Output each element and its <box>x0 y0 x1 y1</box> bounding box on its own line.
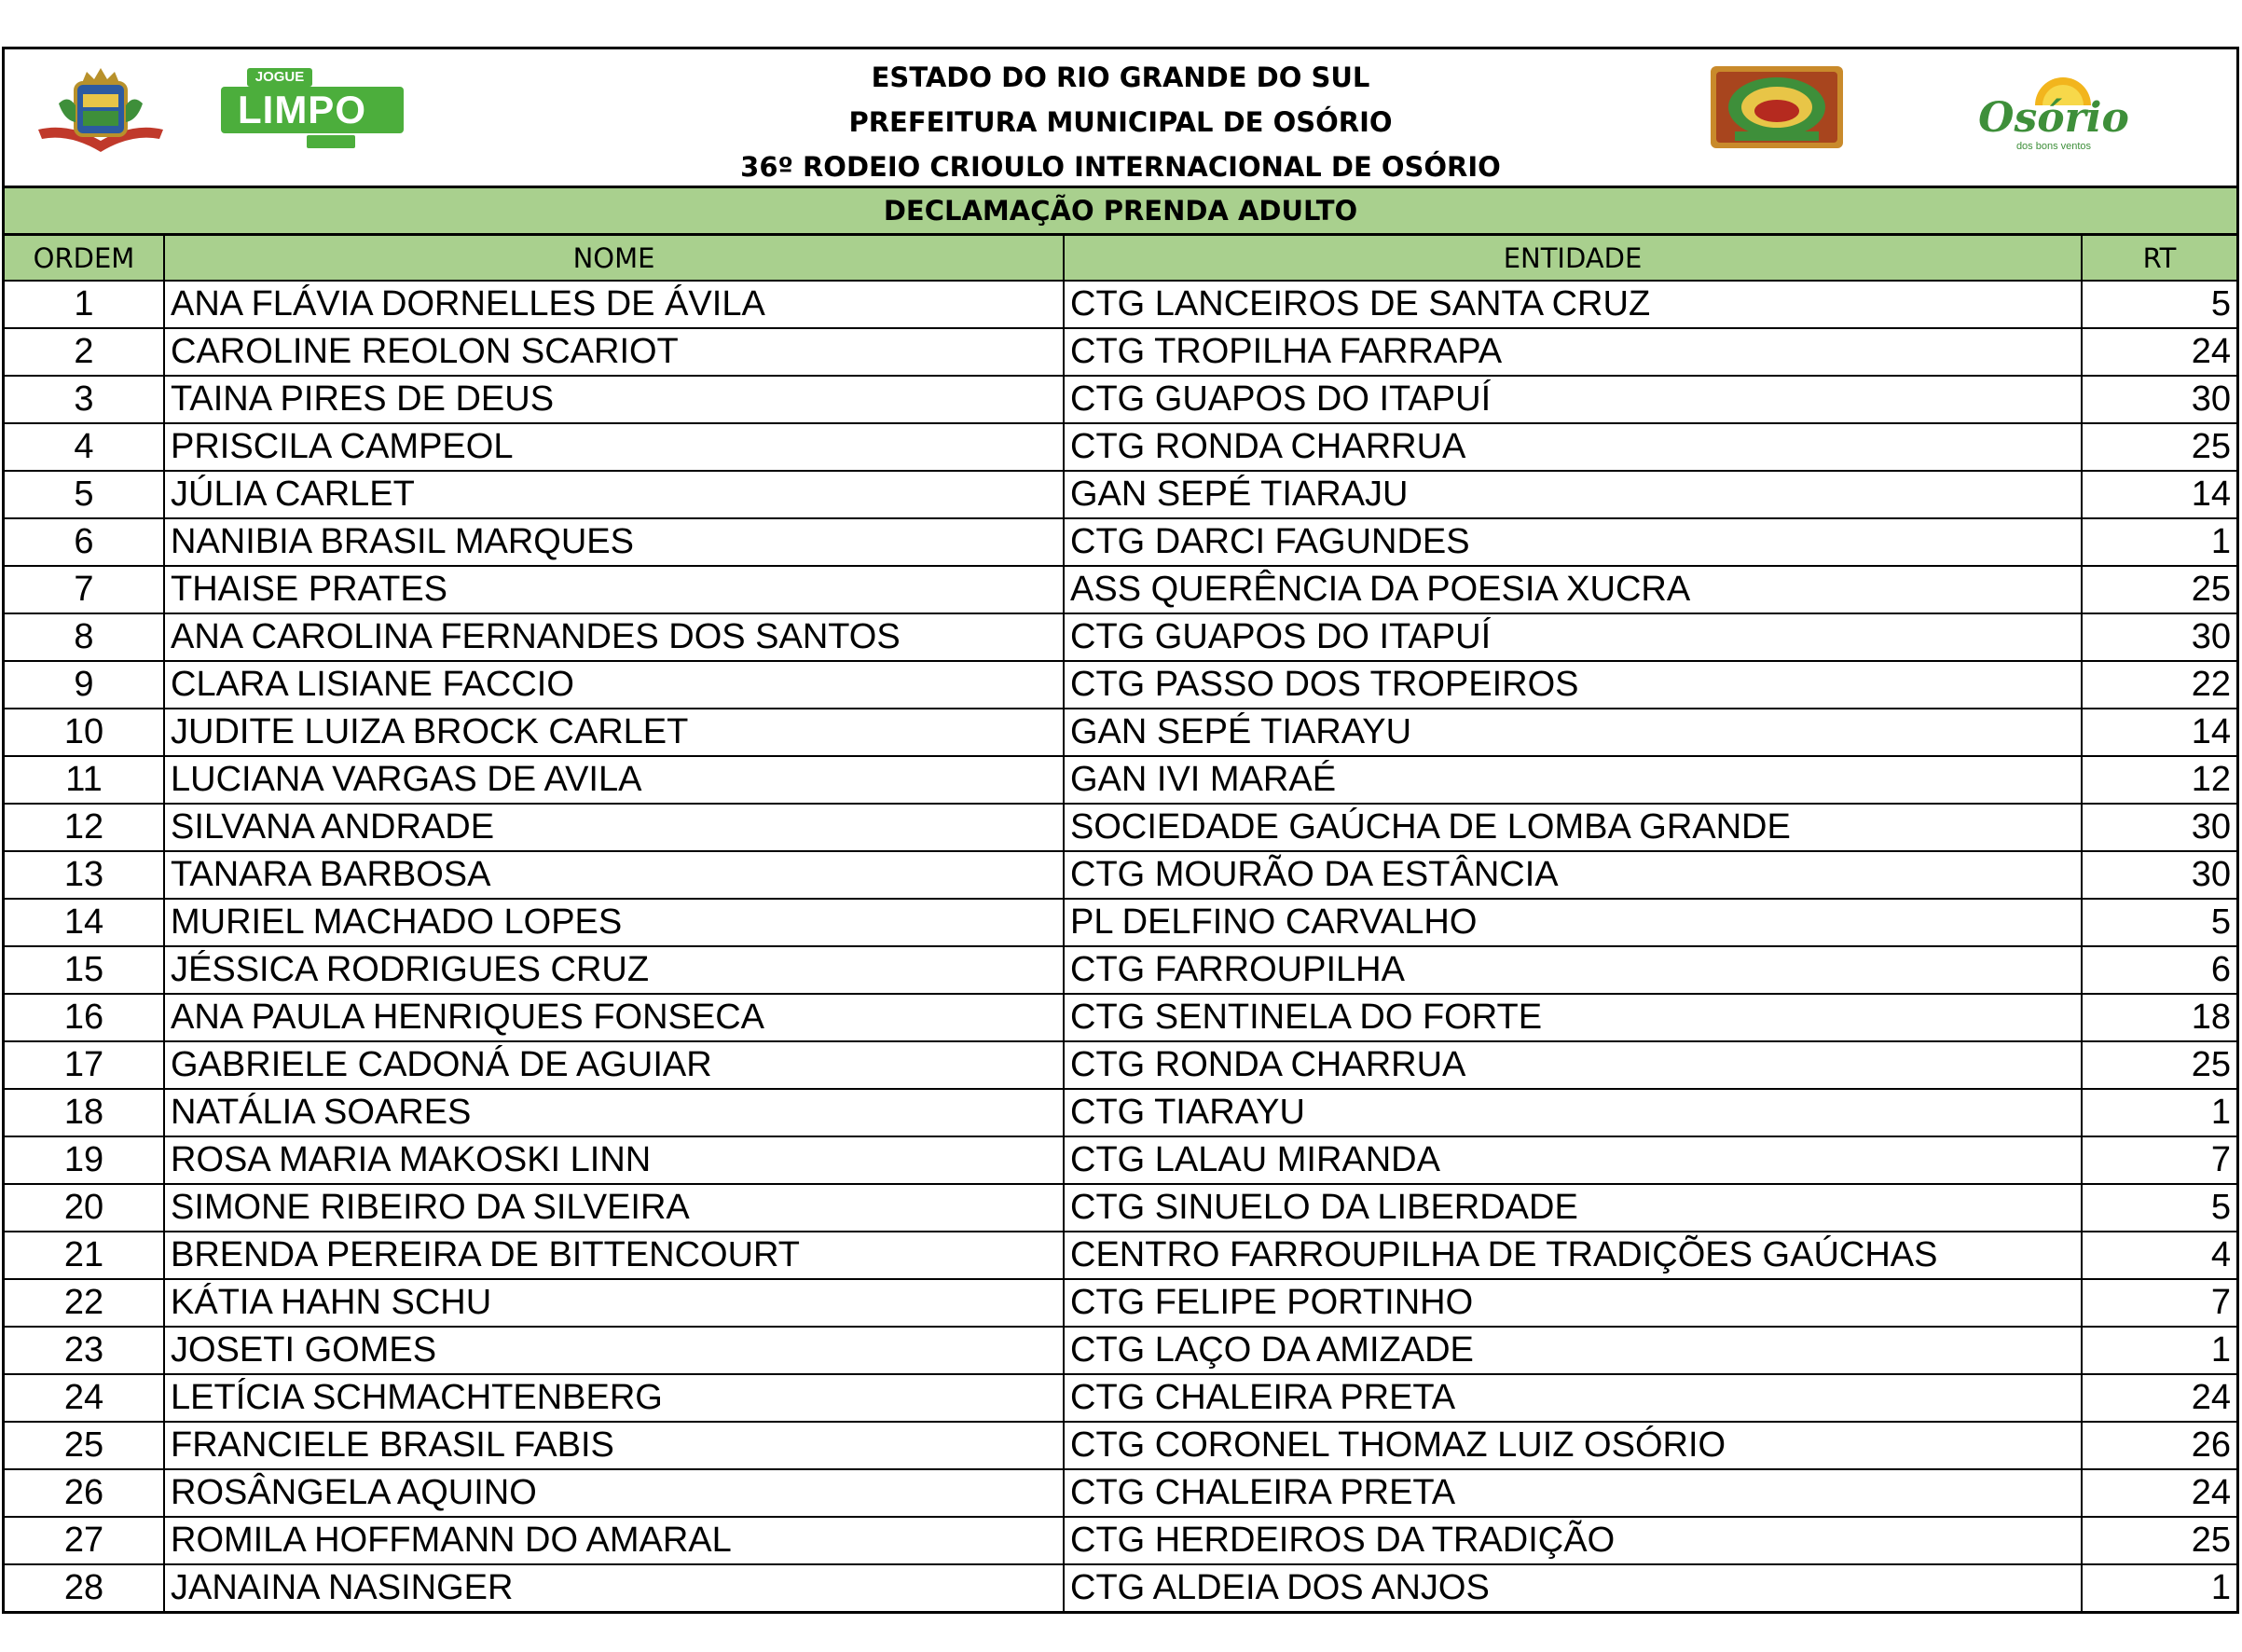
cell-entidade: CTG RONDA CHARRUA <box>1064 423 2082 471</box>
cell-entidade: CTG SENTINELA DO FORTE <box>1064 994 2082 1041</box>
cell-nome: ANA CAROLINA FERNANDES DOS SANTOS <box>164 613 1064 661</box>
cell-entidade: CTG GUAPOS DO ITAPUÍ <box>1064 376 2082 423</box>
sheet <box>2 47 2239 1614</box>
rodeio-emblem-logo <box>1707 62 1847 152</box>
cell-entidade: GAN SEPÉ TIARAJU <box>1064 471 2082 518</box>
table-row <box>5 1469 2236 1517</box>
cell-rt: 25 <box>2082 1517 2236 1564</box>
cell-rt: 7 <box>2082 1279 2236 1327</box>
cell-nome: ANA FLÁVIA DORNELLES DE ÁVILA <box>164 281 1064 328</box>
cell-entidade: ASS QUERÊNCIA DA POESIA XUCRA <box>1064 566 2082 613</box>
document-header <box>5 49 2236 188</box>
cell-nome: FRANCIELE BRASIL FABIS <box>164 1422 1064 1469</box>
cell-ordem: 26 <box>5 1469 164 1517</box>
cell-nome: ANA PAULA HENRIQUES FONSECA <box>164 994 1064 1041</box>
cell-ordem: 5 <box>5 471 164 518</box>
table-row <box>5 1041 2236 1089</box>
table-row <box>5 899 2236 946</box>
cell-rt: 30 <box>2082 376 2236 423</box>
cell-entidade: CTG LANCEIROS DE SANTA CRUZ <box>1064 281 2082 328</box>
cell-rt: 14 <box>2082 709 2236 756</box>
column-header-rt: RT <box>2082 236 2236 281</box>
cell-nome: ROSA MARIA MAKOSKI LINN <box>164 1136 1064 1184</box>
table-row <box>5 804 2236 851</box>
cell-nome: JOSETI GOMES <box>164 1327 1064 1374</box>
table-row <box>5 1327 2236 1374</box>
table-row <box>5 1564 2236 1611</box>
cell-entidade: CTG DARCI FAGUNDES <box>1064 518 2082 566</box>
cell-nome: CAROLINE REOLON SCARIOT <box>164 328 1064 376</box>
table-row <box>5 1232 2236 1279</box>
column-header-nome: NOME <box>164 236 1064 281</box>
table-row <box>5 566 2236 613</box>
cell-nome: MURIEL MACHADO LOPES <box>164 899 1064 946</box>
table-row <box>5 756 2236 804</box>
cell-entidade: CTG PASSO DOS TROPEIROS <box>1064 661 2082 709</box>
cell-entidade: CTG LAÇO DA AMIZADE <box>1064 1327 2082 1374</box>
cell-entidade: PL DELFINO CARVALHO <box>1064 899 2082 946</box>
cell-ordem: 2 <box>5 328 164 376</box>
cell-rt: 26 <box>2082 1422 2236 1469</box>
cell-rt: 24 <box>2082 1469 2236 1517</box>
cell-ordem: 6 <box>5 518 164 566</box>
jogue-label: JOGUE <box>247 68 312 87</box>
participants-table <box>5 236 2236 1611</box>
cell-ordem: 19 <box>5 1136 164 1184</box>
table-row <box>5 994 2236 1041</box>
table-row <box>5 1374 2236 1422</box>
table-row <box>5 1422 2236 1469</box>
table-row <box>5 376 2236 423</box>
cell-ordem: 8 <box>5 613 164 661</box>
cell-nome: KÁTIA HAHN SCHU <box>164 1279 1064 1327</box>
table-row <box>5 851 2236 899</box>
cell-rt: 5 <box>2082 899 2236 946</box>
cell-rt: 1 <box>2082 1089 2236 1136</box>
cell-ordem: 4 <box>5 423 164 471</box>
cell-ordem: 12 <box>5 804 164 851</box>
cell-rt: 24 <box>2082 1374 2236 1422</box>
cell-rt: 30 <box>2082 851 2236 899</box>
table-row <box>5 423 2236 471</box>
table-row <box>5 709 2236 756</box>
table-row <box>5 1279 2236 1327</box>
cell-entidade: CTG HERDEIROS DA TRADIÇÃO <box>1064 1517 2082 1564</box>
cell-ordem: 25 <box>5 1422 164 1469</box>
cell-nome: JUDITE LUIZA BROCK CARLET <box>164 709 1064 756</box>
table-row <box>5 1089 2236 1136</box>
osorio-tagline: dos bons ventos <box>2015 141 2092 152</box>
column-header-ordem: ORDEM <box>5 236 164 281</box>
cell-nome: NANIBIA BRASIL MARQUES <box>164 518 1064 566</box>
cell-entidade: CTG CHALEIRA PRETA <box>1064 1469 2082 1517</box>
cell-nome: NATÁLIA SOARES <box>164 1089 1064 1136</box>
table-row <box>5 328 2236 376</box>
header-title <box>5 55 2236 189</box>
cell-nome: GABRIELE CADONÁ DE AGUIAR <box>164 1041 1064 1089</box>
table-row <box>5 946 2236 994</box>
cell-ordem: 20 <box>5 1184 164 1232</box>
cell-rt: 30 <box>2082 804 2236 851</box>
table-row <box>5 1184 2236 1232</box>
cell-ordem: 16 <box>5 994 164 1041</box>
osorio-wordmark: Osório <box>1978 94 2129 142</box>
cell-entidade: CTG MOURÃO DA ESTÂNCIA <box>1064 851 2082 899</box>
cell-rt: 5 <box>2082 1184 2236 1232</box>
table-row <box>5 281 2236 328</box>
table-row <box>5 661 2236 709</box>
header-line-rodeio: 36º RODEIO CRIOULO INTERNACIONAL DE OSÓRIO <box>740 151 1501 183</box>
cell-ordem: 22 <box>5 1279 164 1327</box>
cell-entidade: SOCIEDADE GAÚCHA DE LOMBA GRANDE <box>1064 804 2082 851</box>
cell-ordem: 9 <box>5 661 164 709</box>
cell-nome: JANAINA NASINGER <box>164 1564 1064 1611</box>
cell-ordem: 23 <box>5 1327 164 1374</box>
cell-rt: 1 <box>2082 518 2236 566</box>
cell-ordem: 3 <box>5 376 164 423</box>
cell-ordem: 17 <box>5 1041 164 1089</box>
cell-rt: 30 <box>2082 613 2236 661</box>
cell-ordem: 7 <box>5 566 164 613</box>
cell-nome: PRISCILA CAMPEOL <box>164 423 1064 471</box>
cell-nome: JÚLIA CARLET <box>164 471 1064 518</box>
cell-rt: 25 <box>2082 566 2236 613</box>
cell-entidade: CTG ALDEIA DOS ANJOS <box>1064 1564 2082 1611</box>
cell-rt: 25 <box>2082 1041 2236 1089</box>
cell-entidade: CTG CHALEIRA PRETA <box>1064 1374 2082 1422</box>
cell-ordem: 13 <box>5 851 164 899</box>
cell-entidade: CTG RONDA CHARRUA <box>1064 1041 2082 1089</box>
cell-entidade: CTG TROPILHA FARRAPA <box>1064 328 2082 376</box>
section-title: DECLAMAÇÃO PRENDA ADULTO <box>5 188 2236 236</box>
cell-nome: SILVANA ANDRADE <box>164 804 1064 851</box>
cell-ordem: 24 <box>5 1374 164 1422</box>
cell-entidade: CTG FARROUPILHA <box>1064 946 2082 994</box>
cell-rt: 12 <box>2082 756 2236 804</box>
cell-nome: JÉSSICA RODRIGUES CRUZ <box>164 946 1064 994</box>
cell-nome: BRENDA PEREIRA DE BITTENCOURT <box>164 1232 1064 1279</box>
cell-nome: ROMILA HOFFMANN DO AMARAL <box>164 1517 1064 1564</box>
cell-entidade: CTG CORONEL THOMAZ LUIZ OSÓRIO <box>1064 1422 2082 1469</box>
cell-rt: 22 <box>2082 661 2236 709</box>
cell-rt: 25 <box>2082 423 2236 471</box>
cell-ordem: 27 <box>5 1517 164 1564</box>
column-header-entidade: ENTIDADE <box>1064 236 2082 281</box>
cell-ordem: 18 <box>5 1089 164 1136</box>
cell-rt: 14 <box>2082 471 2236 518</box>
cell-nome: ROSÂNGELA AQUINO <box>164 1469 1064 1517</box>
cell-ordem: 14 <box>5 899 164 946</box>
table-row <box>5 1517 2236 1564</box>
header-line-prefecture: PREFEITURA MUNICIPAL DE OSÓRIO <box>848 106 1393 138</box>
header-line-state: ESTADO DO RIO GRANDE DO SUL <box>871 62 1370 93</box>
cell-ordem: 1 <box>5 281 164 328</box>
cell-ordem: 21 <box>5 1232 164 1279</box>
cell-rt: 24 <box>2082 328 2236 376</box>
table-row <box>5 518 2236 566</box>
cell-entidade: GAN SEPÉ TIARAYU <box>1064 709 2082 756</box>
cell-entidade: CTG FELIPE PORTINHO <box>1064 1279 2082 1327</box>
cell-entidade: CTG GUAPOS DO ITAPUÍ <box>1064 613 2082 661</box>
cell-nome: SIMONE RIBEIRO DA SILVEIRA <box>164 1184 1064 1232</box>
cell-entidade: GAN IVI MARAÉ <box>1064 756 2082 804</box>
cell-rt: 4 <box>2082 1232 2236 1279</box>
cell-rt: 18 <box>2082 994 2236 1041</box>
cell-ordem: 10 <box>5 709 164 756</box>
cell-entidade: CTG LALAU MIRANDA <box>1064 1136 2082 1184</box>
limpo-text: LIMPO <box>238 88 366 131</box>
cell-ordem: 11 <box>5 756 164 804</box>
cell-rt: 1 <box>2082 1564 2236 1611</box>
cell-rt: 1 <box>2082 1327 2236 1374</box>
cell-nome: CLARA LISIANE FACCIO <box>164 661 1064 709</box>
cell-nome: THAISE PRATES <box>164 566 1064 613</box>
cell-rt: 6 <box>2082 946 2236 994</box>
osorio-logo <box>1970 74 2138 154</box>
cell-nome: TAINA PIRES DE DEUS <box>164 376 1064 423</box>
table-header-row <box>5 236 2236 281</box>
table-row <box>5 1136 2236 1184</box>
cell-ordem: 15 <box>5 946 164 994</box>
cell-ordem: 28 <box>5 1564 164 1611</box>
cell-nome: LUCIANA VARGAS DE AVILA <box>164 756 1064 804</box>
cell-nome: LETÍCIA SCHMACHTENBERG <box>164 1374 1064 1422</box>
table-row <box>5 471 2236 518</box>
cell-entidade: CTG TIARAYU <box>1064 1089 2082 1136</box>
cell-entidade: CENTRO FARROUPILHA DE TRADIÇÕES GAÚCHAS <box>1064 1232 2082 1279</box>
cell-nome: TANARA BARBOSA <box>164 851 1064 899</box>
cell-rt: 5 <box>2082 281 2236 328</box>
table-row <box>5 613 2236 661</box>
cell-rt: 7 <box>2082 1136 2236 1184</box>
cell-entidade: CTG SINUELO DA LIBERDADE <box>1064 1184 2082 1232</box>
